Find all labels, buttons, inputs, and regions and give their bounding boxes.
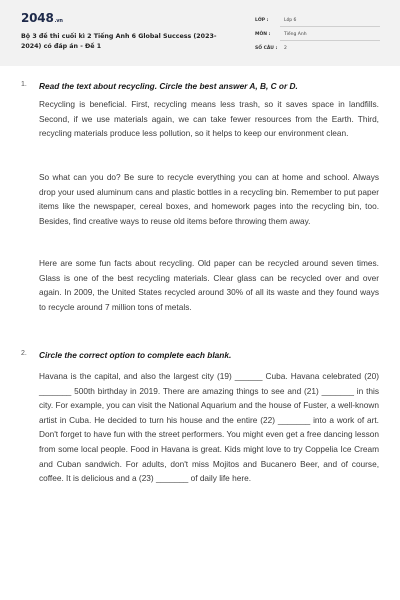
- question-number: 2.: [21, 350, 27, 357]
- logo-suffix: .vn: [54, 18, 63, 24]
- meta-underline: [280, 40, 380, 41]
- logo-text: 2048: [21, 11, 54, 25]
- site-logo[interactable]: [21, 11, 63, 25]
- meta-class: [255, 16, 380, 28]
- reading-paragraph: Recycling is beneficial. First, recycling means less trash, so it saves space in landfills. Second, if we use materials again, we can take fewer resources from the Earth. Third, recycling materials produce less pollution, so it helps to keep our environment clean.: [39, 99, 379, 139]
- meta-underline: [280, 26, 380, 27]
- reading-paragraph: Here are some fun facts about recycling. Old paper can be recycled around seven times. Glass is one of the best recycling materials. Clear glass can be recycled over and over again. In 2009, the United States recycled around 30% of all its waste and they found ways to recycle around 7 million tons of metals.: [39, 258, 379, 312]
- meta-class-value: Lớp 6: [284, 18, 297, 23]
- meta-count: [255, 44, 380, 56]
- question-instruction: Read the text about recycling. Circle the best answer A, B, C or D.: [39, 81, 298, 91]
- meta-subject-value: Tiếng Anh: [284, 32, 307, 37]
- question-number: 1.: [21, 81, 27, 88]
- reading-paragraph: So what can you do? Be sure to recycle everything you can at home and school. Always drop your used aluminum cans and plastic bottles in a recycling bin. Remember to put paper items like the newspaper, cereal boxes, and homework pages into the recycling bin, too. Besides, find creative ways to reuse old items before throwing them away.: [39, 172, 379, 226]
- meta-subject-label: MÔN :: [255, 32, 271, 37]
- meta-count-label: SỐ CÂU :: [255, 46, 278, 51]
- question-instruction: Circle the correct option to complete each blank.: [39, 350, 232, 360]
- document-header: [0, 0, 400, 66]
- meta-class-label: LỚP :: [255, 18, 269, 23]
- document-title: Bộ 3 đề thi cuối kì 2 Tiếng Anh 6 Global Success (2023-2024) có đáp án - Đề 1: [21, 33, 217, 50]
- meta-count-value: 2: [284, 46, 287, 51]
- meta-subject: [255, 30, 380, 42]
- cloze-paragraph: Havana is the capital, and also the largest city (19) ______ Cuba. Havana celebrated (20) _______ 500th birthday in 2019. There are amazing things to see and (21) _______ in this city. For example, you can visit the National Aquarium and the house of Fuster, a well-known artist in Cuba. He decided to turn his house and the entire (22) _______ into a work of art. Don't forget to have fun with the street performers. You might even get a free dancing lesson from some local people. Food in Havana is great. Kids might love to try Coppelia Ice Cream and Cuban sandwich. For adults, don't miss Mojitos and Bucanero Beer, and of course, coffee. It is delicious and a (23) _______ of daily life here.: [39, 371, 379, 484]
